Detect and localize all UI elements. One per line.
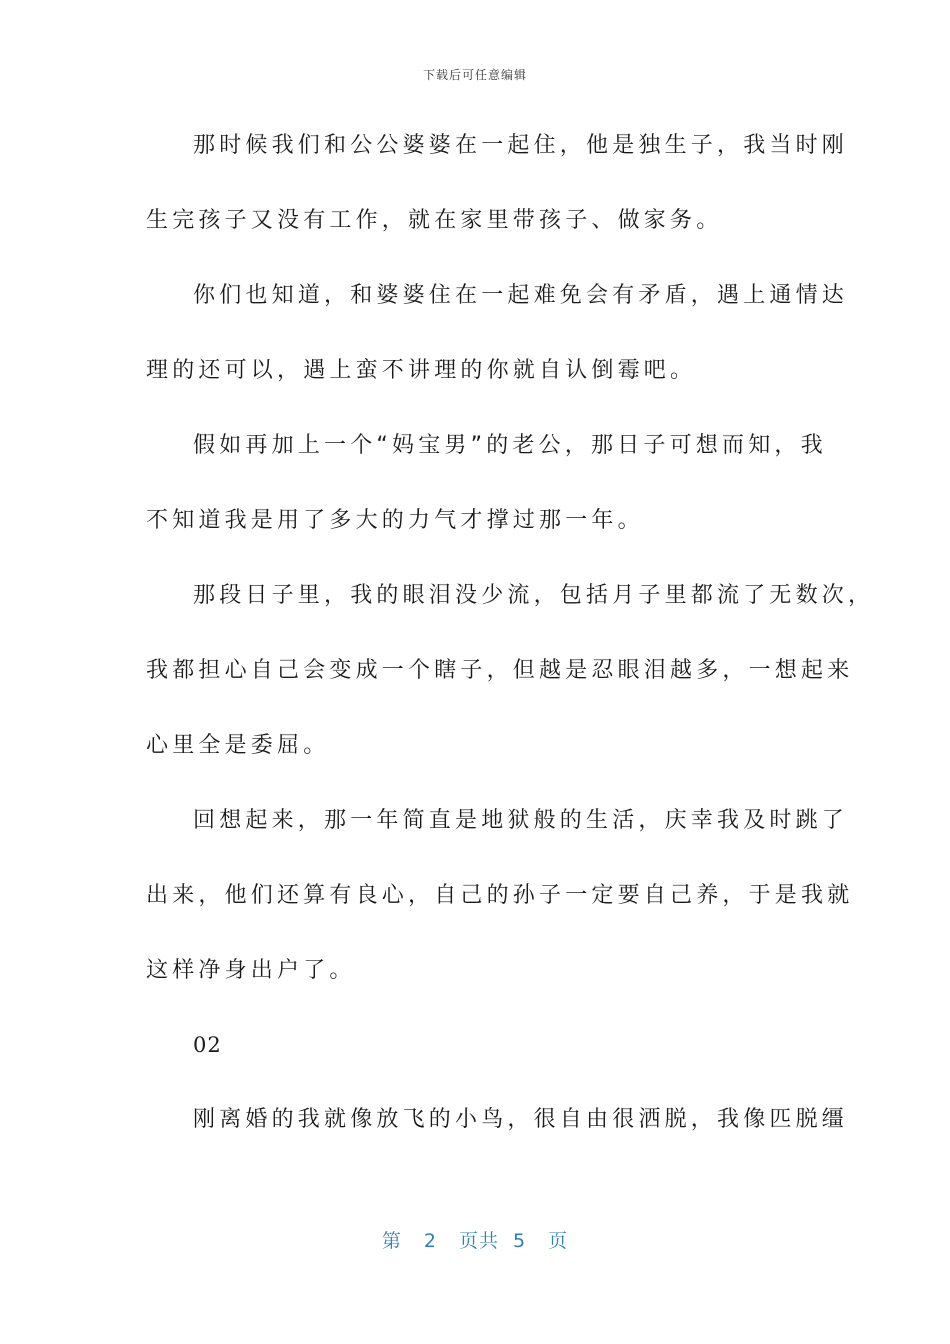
footer-current-page: 2 [423,1230,437,1252]
paragraph-line: 我都担心自己会变成一个瞎子，但越是忍眼泪越多，一想起来 [146,658,854,683]
section-number: 02 [193,1033,222,1057]
paragraph-line: 那时候我们和公公婆婆在一起住，他是独生子，我当时刚 [193,133,849,158]
footer-prefix: 第 [381,1230,402,1252]
header-note: 下载后可任意编辑 [422,68,527,82]
paragraph-line: 你们也知道，和婆婆住在一起难免会有矛盾，遇上通情达 [193,283,849,308]
paragraph-line: 那段日子里，我的眼泪没少流，包括月子里都流了无数次， [193,583,875,608]
footer-suffix: 页 [548,1230,569,1252]
paragraph-line: 理的还可以，遇上蛮不讲理的你就自认倒霉吧。 [146,358,697,383]
paragraph-line: 这样净身出户了。 [146,958,356,983]
paragraph-line: 出来，他们还算有良心，自己的孙子一定要自己养，于是我就 [146,883,854,908]
paragraph-line: 不知道我是用了多大的力气才撑过那一年。 [146,508,644,533]
paragraph-line: 假如再加上一个“妈宝男”的老公，那日子可想而知，我 [193,433,827,458]
paragraph-line: 心里全是委屈。 [146,733,330,758]
footer-middle: 页共 [458,1230,499,1252]
paragraph-line: 生完孩子又没有工作，就在家里带孩子、做家务。 [146,208,723,233]
paragraph-line: 回想起来，那一年简直是地狱般的生活，庆幸我及时跳了 [193,808,849,833]
page-footer [0,1226,950,1253]
paragraph-line: 刚离婚的我就像放飞的小鸟，很自由很洒脱，我像匹脱缰 [193,1107,849,1132]
footer-total-pages: 5 [513,1230,527,1252]
